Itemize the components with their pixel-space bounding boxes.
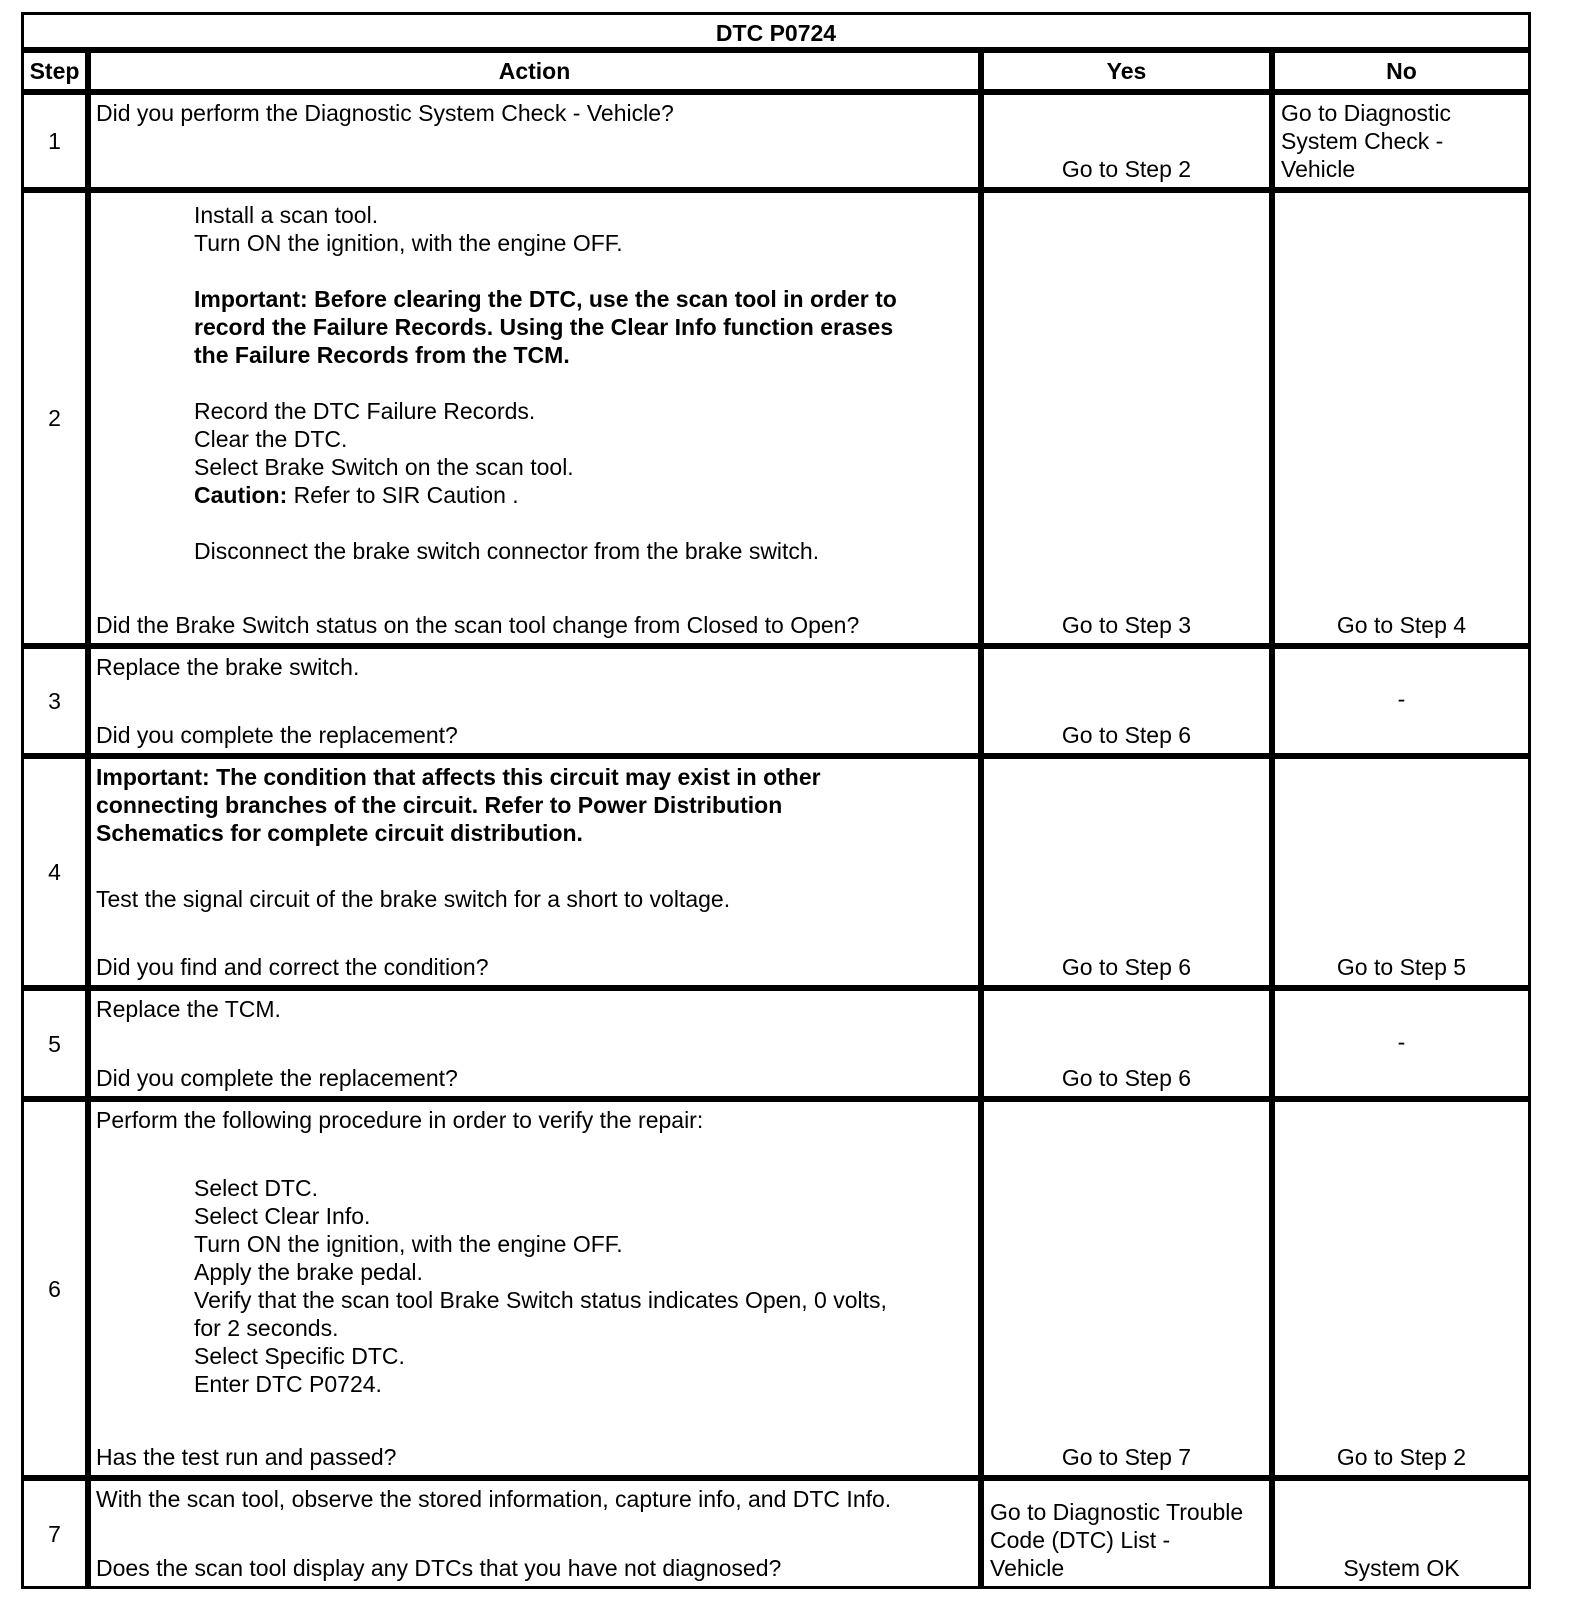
- procedure-line: Apply the brake pedal.: [194, 1259, 423, 1285]
- no-cell: [1272, 646, 1531, 756]
- important-note-line: Important: The condition that affects this circuit may exist in other: [96, 764, 821, 790]
- yes-text: Go to Step 2: [1061, 156, 1192, 182]
- yes-text: Go to Step 6: [1061, 722, 1192, 748]
- procedure-line: Verify that the scan tool Brake Switch status indicates Open, 0 volts,: [194, 1287, 887, 1313]
- action-text: Perform the following procedure in order to verify the repair:: [96, 1107, 704, 1133]
- action-cell: [88, 1478, 981, 1589]
- yes-cell: [981, 988, 1272, 1099]
- yes-cell: [981, 1478, 1272, 1589]
- header-step: Step: [21, 50, 88, 92]
- no-cell: [1272, 92, 1531, 190]
- procedure-line: Select DTC.: [194, 1175, 318, 1201]
- important-note-line: connecting branches of the circuit. Refer to Power Distribution: [96, 792, 783, 818]
- step-number: 4: [21, 756, 88, 988]
- action-line: Disconnect the brake switch connector from the brake switch.: [194, 538, 820, 564]
- no-text: Go to Step 4: [1336, 612, 1467, 638]
- step-number: 7: [21, 1478, 88, 1589]
- yes-cell: [981, 190, 1272, 646]
- important-note-line: Important: Before clearing the DTC, use the scan tool in order to: [194, 286, 897, 312]
- caution-text: Refer to SIR Caution .: [287, 482, 519, 508]
- action-text: Did you perform the Diagnostic System Check - Vehicle?: [96, 100, 674, 126]
- no-text: -: [1397, 1028, 1406, 1055]
- action-text: With the scan tool, observe the stored information, capture info, and DTC Info.: [96, 1486, 892, 1512]
- yes-text: Go to Step 3: [1061, 612, 1192, 638]
- procedure-line: Turn ON the ignition, with the engine OFF.: [194, 1231, 623, 1257]
- no-cell: [1272, 756, 1531, 988]
- procedure-line: Select Specific DTC.: [194, 1343, 405, 1369]
- no-text-line: Vehicle: [1281, 156, 1356, 182]
- procedure-line: for 2 seconds.: [194, 1315, 339, 1341]
- yes-cell: [981, 92, 1272, 190]
- action-question: Did you complete the replacement?: [96, 722, 458, 748]
- yes-cell: [981, 646, 1272, 756]
- step-number: 2: [21, 190, 88, 646]
- action-line: Test the signal circuit of the brake switch for a short to voltage.: [96, 886, 731, 912]
- yes-cell: [981, 756, 1272, 988]
- action-cell: [88, 92, 981, 190]
- header-no: No: [1272, 50, 1531, 92]
- action-question: Did you find and correct the condition?: [96, 954, 489, 980]
- header-action: Action: [88, 50, 981, 92]
- important-note-line: Schematics for complete circuit distribution.: [96, 820, 583, 846]
- no-text: Go to Step 5: [1336, 954, 1467, 980]
- action-text: Replace the brake switch.: [96, 654, 360, 680]
- no-cell: [1272, 988, 1531, 1099]
- procedure-line: Enter DTC P0724.: [194, 1371, 382, 1397]
- table-title: DTC P0724: [21, 12, 1531, 50]
- yes-text: Go to Step 7: [1061, 1444, 1192, 1470]
- important-note-line: record the Failure Records. Using the Clear Info function erases: [194, 314, 894, 340]
- no-cell: [1272, 190, 1531, 646]
- no-text: -: [1397, 686, 1406, 712]
- action-cell: [88, 988, 981, 1099]
- no-text: System OK: [1343, 1555, 1460, 1581]
- yes-text-line: Code (DTC) List -: [990, 1527, 1171, 1553]
- action-cell: [88, 190, 981, 646]
- action-line: Turn ON the ignition, with the engine OFF.: [194, 230, 623, 256]
- action-question: Did the Brake Switch status on the scan tool change from Closed to Open?: [96, 612, 860, 638]
- action-cell: [88, 756, 981, 988]
- action-question: Did you complete the replacement?: [96, 1065, 458, 1091]
- action-cell: [88, 646, 981, 756]
- action-line: Install a scan tool.: [194, 202, 379, 228]
- no-cell: [1272, 1478, 1531, 1589]
- no-text-line: System Check -: [1281, 128, 1444, 154]
- step-number: 6: [21, 1099, 88, 1478]
- caution-label: Caution:: [194, 482, 288, 508]
- yes-text: Go to Step 6: [1061, 954, 1192, 980]
- yes-text-line: Go to Diagnostic Trouble: [990, 1499, 1244, 1525]
- procedure-line: Select Clear Info.: [194, 1203, 371, 1229]
- caution-line: [96, 481, 972, 509]
- action-text: Replace the TCM.: [96, 996, 281, 1022]
- action-line: Record the DTC Failure Records.: [194, 398, 536, 424]
- step-number: 5: [21, 988, 88, 1099]
- no-text-line: Go to Diagnostic: [1281, 100, 1452, 126]
- no-cell: [1272, 1099, 1531, 1478]
- yes-cell: [981, 1099, 1272, 1478]
- step-number: 3: [21, 646, 88, 756]
- step-number: 1: [21, 92, 88, 190]
- action-line: Clear the DTC.: [194, 426, 348, 452]
- important-note-line: the Failure Records from the TCM.: [194, 342, 570, 368]
- yes-text-line: Vehicle: [990, 1555, 1065, 1581]
- no-text: Go to Step 2: [1336, 1444, 1467, 1470]
- action-question: Has the test run and passed?: [96, 1444, 397, 1470]
- action-question: Does the scan tool display any DTCs that you have not diagnosed?: [96, 1555, 782, 1581]
- yes-text: Go to Step 6: [1061, 1065, 1192, 1091]
- action-cell: [88, 1099, 981, 1478]
- action-line: Select Brake Switch on the scan tool.: [194, 454, 574, 480]
- header-yes: Yes: [981, 50, 1272, 92]
